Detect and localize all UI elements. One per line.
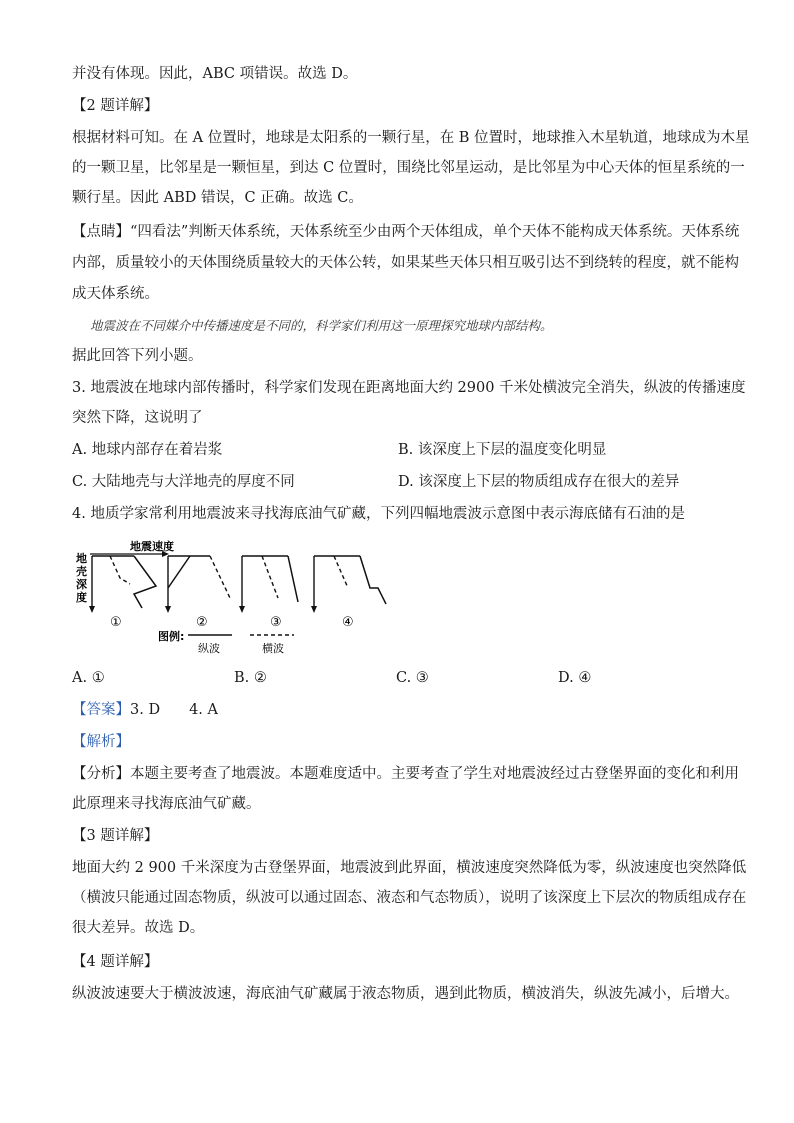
q2-heading: 【2 题详解】 [72,98,159,114]
legend-s-label: 横波 [262,642,284,655]
fenxi-text: 本题主要考查了地震波。本题难度适中。主要考查了学生对地震波经过古登堡界面的变化和利用 [130,766,739,782]
legend-label: 图例: [158,630,185,643]
text-line: （横波只能通过固态物质，纵波可以通过固态、液态和气态物质），说明了该深度上下层次的物质组成存在 [72,890,747,906]
analysis-tag: 【解析】 [72,734,130,750]
panel-3 [239,556,298,630]
panel-2 [165,556,230,630]
p-wave-line [360,556,386,604]
seismic-wave-figure [70,536,400,656]
text-line: 纵波波速要大于横波波速，海底油气矿藏属于液态物质，遇到此物质，横波消失，纵波先减小，后增大。 [72,986,739,1002]
text-line: 很大差异。故选 D。 [72,920,205,936]
fenxi-paragraph [72,764,739,784]
q4-option-a: A. ① [72,670,105,686]
depth-arrow-head [311,606,317,613]
depth-label-char: 度 [76,591,87,604]
dianjing-text: “四看法”判断天体系统，天体系统至少由两个天体组成，单个天体不能构成天体系统。天体系统 [130,224,740,240]
text-line: 成天体系统。 [72,286,159,302]
depth-arrow-head [89,606,95,613]
intro-text: 据此回答下列小题。 [72,348,203,364]
s-wave-line [334,556,348,588]
panel-label: ① [110,615,122,630]
panel-label: ④ [342,615,354,630]
s-wave-line [110,556,130,584]
s-wave-line [210,556,230,598]
depth-label-char: 深 [76,578,87,591]
dianjing-paragraph [72,222,739,242]
q4-detail-heading: 【4 题详解】 [72,954,159,970]
material-note: 地震波在不同媒介中传播速度是不同的，科学家们利用这一原理探究地球内部结构。 [90,318,553,333]
text-line: 的一颗卫星，比邻星是一颗恒星，到达 C 位置时，围绕比邻星运动，是比邻星为中心天体的恒星系统的一 [72,160,745,176]
dianjing-tag: 【点睛】 [72,224,130,240]
q3-option-d: D. 该深度上下层的物质组成存在很大的差异 [398,474,680,490]
legend-p-label: 纵波 [198,642,220,655]
p-wave-line [168,556,190,588]
q4-option-d: D. ④ [558,670,592,686]
speed-label: 地震速度 [130,540,174,553]
text-line: 颗行星。因此 ABD 错误，C 正确。故选 C。 [72,190,363,206]
depth-label-char: 地 [76,552,87,565]
text-line: 并没有体现。因此，ABC 项错误。故选 D。 [72,66,358,82]
p-wave-line [288,556,298,602]
panel-4 [311,556,386,630]
q4-option-c: C. ③ [396,670,429,686]
p-wave-line [134,556,156,608]
panel-1 [89,556,156,630]
text-line: 地面大约 2 900 千米深度为古登堡界面，地震波到此界面，横波速度突然降低为零，纵波速度也突然降低 [72,860,747,876]
q3-stem: 3. 地震波在地球内部传播时，科学家们发现在距离地面大约 2900 千米处横波完全消失，纵波的传播速度 [72,380,746,396]
panel-label: ③ [270,615,282,630]
answer-line [72,700,218,720]
s-wave-line [262,556,278,598]
depth-arrow-head [165,606,171,613]
text-line: 此原理来寻找海底油气矿藏。 [72,796,261,812]
text-line: 根据材料可知。在 A 位置时，地球是太阳系的一颗行星，在 B 位置时，地球推入木星轨道，地球成为木星 [72,130,750,146]
q3-option-b: B. 该深度上下层的温度变化明显 [398,442,607,458]
q3-option-c: C. 大陆地壳与大洋地壳的厚度不同 [72,474,295,490]
q3-stem: 突然下降，这说明了 [72,410,203,426]
depth-arrow-head [239,606,245,613]
q4-stem: 4. 地质学家常利用地震波来寻找海底油气矿藏，下列四幅地震波示意图中表示海底储有石油的是 [72,506,685,522]
q3-detail-heading: 【3 题详解】 [72,828,159,844]
panel-label: ② [196,615,208,630]
depth-label-char: 壳 [76,565,87,578]
q4-option-b: B. ② [234,670,267,686]
text-line: 内部，质量较小的天体围绕质量较大的天体公转，如果某些天体只相互吸引达不到绕转的程度，就不能构 [72,255,739,271]
answer-tag: 【答案】 [72,702,130,718]
q3-option-a: A. 地球内部存在着岩浆 [72,442,223,458]
fenxi-tag: 【分析】 [72,766,130,782]
answer-text: 3. D 4. A [130,702,218,718]
